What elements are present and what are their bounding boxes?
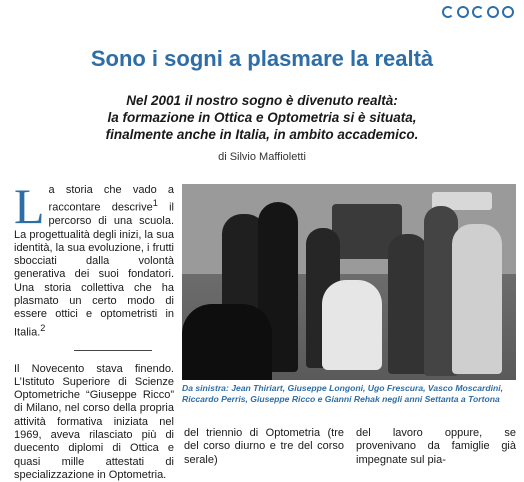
paragraph-text: il percorso di una scuola. La progettualità degli inizi, la sua identità, la sua evoluzione, i frutti sbocciati dalla volontà generativa dei suoi fondatori. Una storia collettiva che ha plasmato un certo modo di essere ottici e optometristi in Italia. (14, 201, 174, 339)
text-column-1 (14, 178, 174, 482)
byline: di Silvio Maffioletti (218, 151, 306, 163)
historical-photo (182, 184, 516, 380)
photo-foreground-figure (182, 304, 272, 380)
body-paragraph: Il Novecento stava finendo. L’Istituto Superiore di Scienze Optometriche “Giuseppe Ricco” di Milano, nel corso della propria attività formativa iniziata nel 1969, aveva rilasciato più di duecento diplomi di Ottica e quasi mille attestati di specializzazione in Optometria. (14, 362, 174, 481)
article-title: Sono i sogni a plasmare la realtà (90, 46, 434, 71)
photo-person-white-coat (452, 224, 502, 374)
paragraph-text: a storia che vado a raccontare descrive (48, 184, 174, 214)
photo-person-seated (322, 280, 382, 370)
journal-logo-icon (442, 6, 514, 18)
article-subtitle (0, 92, 524, 143)
dropcap: L (14, 178, 45, 234)
subtitle-line: Nel 2001 il nostro sogno è divenuto realtà: (126, 93, 398, 108)
photo-caption: Da sinistra: Jean Thiriart, Giuseppe Longoni, Ugo Frescura, Vasco Moscardini, Riccardo Perris, Giuseppe Ricco e Gianni Rehak negli anni Settanta a Tortona (182, 383, 504, 404)
text-column-2: del triennio di Optometria (tre del corso diurno e tre del corso serale) (184, 427, 344, 466)
footnote-ref: 1 (152, 198, 158, 209)
footnote-ref: 2 (40, 322, 46, 333)
photo-person (388, 234, 428, 374)
subtitle-line: finalmente anche in Italia, in ambito accademico. (105, 127, 419, 142)
subtitle-line: la formazione in Ottica e Optometria si è situata, (107, 110, 417, 125)
section-divider (74, 350, 152, 351)
text-column-3: del lavoro oppure, se provenivano da famiglie già impegnate sul pia- (356, 427, 516, 466)
